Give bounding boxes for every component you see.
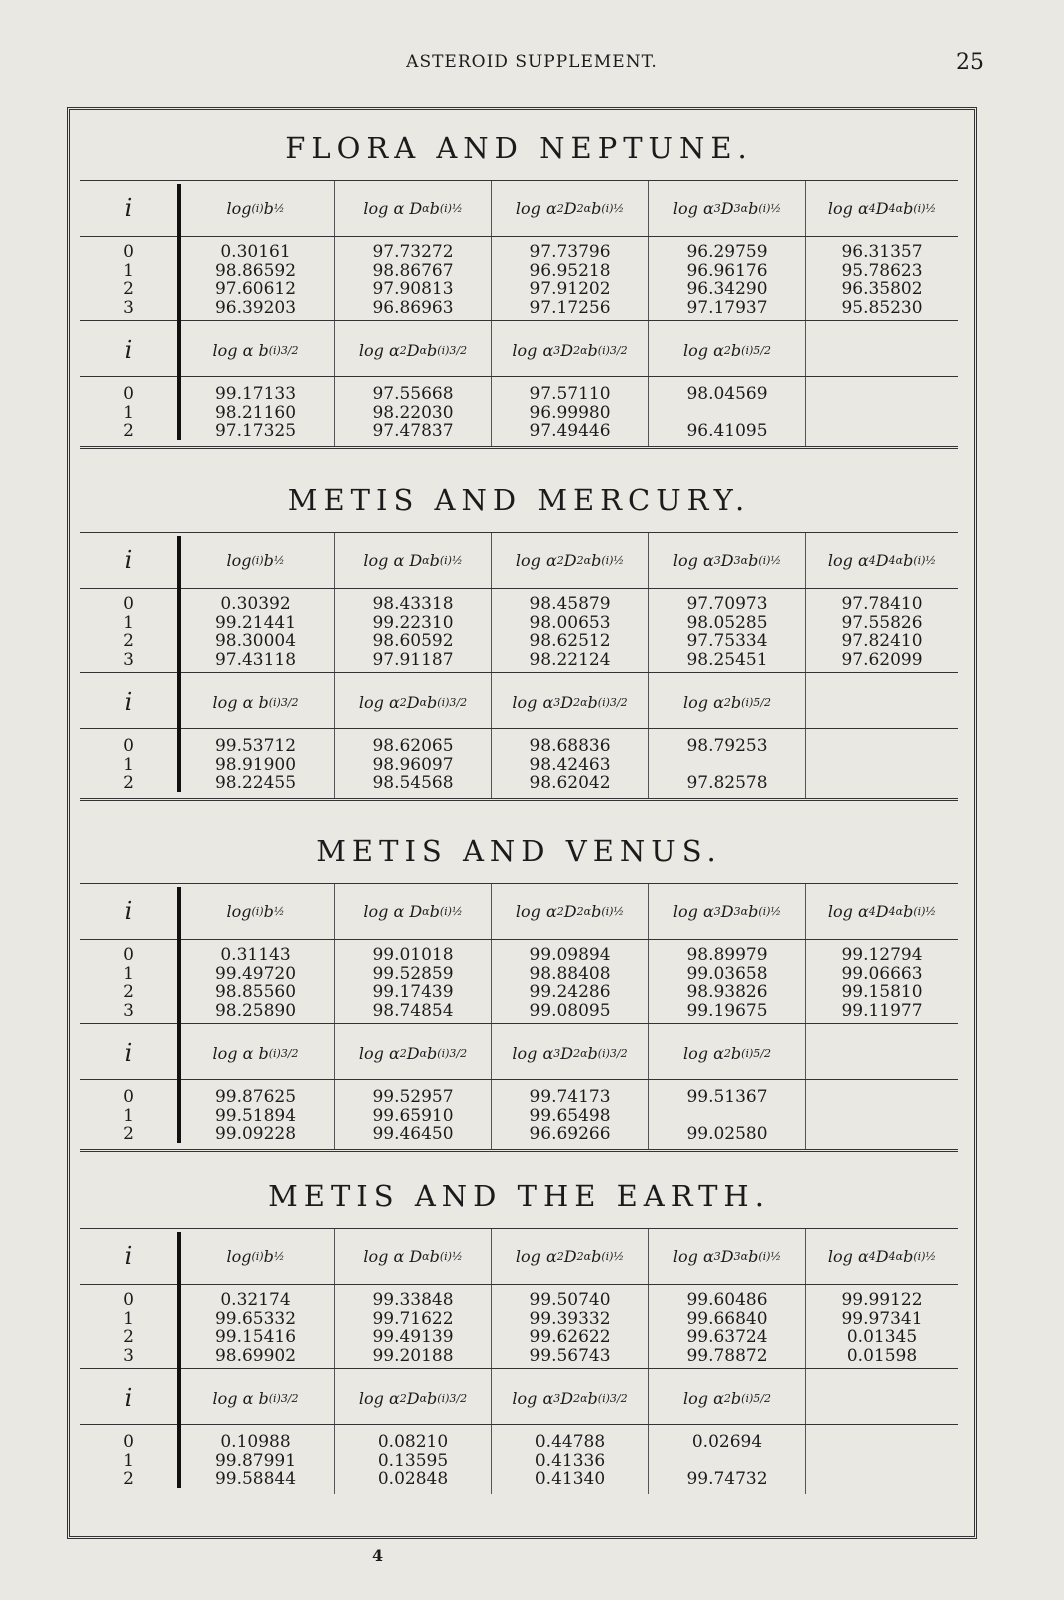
value-column: 98.68836 98.42463 98.62042 [491, 730, 648, 798]
index-values: 0 1 2 3 [123, 594, 134, 670]
column-header: log α 2 b (i) 5/2 [648, 322, 805, 378]
column-header: log α b (i) 3/2 [212, 1388, 299, 1408]
column-header: log α 3 D 2 α b (i) 3/2 [491, 322, 648, 378]
table-section [80, 468, 958, 801]
value-column: 98.79253 97.82578 [648, 730, 805, 798]
value-column: 97.73272 98.86767 97.90813 96.86963 [334, 236, 491, 322]
value-column: 99.52957 99.65910 99.46450 [334, 1081, 491, 1149]
value-column: 97.57110 96.99980 97.49446 [491, 378, 648, 446]
value-column: 0.08210 0.13595 0.02848 [334, 1426, 491, 1494]
column-header: log α 2 D 2 α b (i) ½ [491, 1228, 648, 1284]
value-column: 98.62065 98.96097 98.54568 [334, 730, 491, 798]
empty-cell [805, 1025, 958, 1081]
table-rule [80, 939, 958, 940]
column-header: log α b (i) 3/2 [212, 340, 299, 360]
index-divider [177, 184, 181, 440]
table-section [80, 1164, 958, 1494]
table-section [80, 819, 958, 1152]
signature-mark: 4 [372, 1546, 384, 1565]
column-header: log α 3 D 2 α b (i) 3/2 [491, 1025, 648, 1081]
column-header: log α 4 D 4 α b (i) ½ [805, 1228, 958, 1284]
table-rule [80, 728, 958, 729]
value-column: 0.31143 99.49720 98.85560 98.25890 [214, 945, 297, 1021]
value-column: 99.53712 98.91900 98.22455 [214, 736, 297, 793]
column-header: log α D α b (i) ½ [334, 1228, 491, 1284]
column-header: log (i) b ½ [226, 550, 285, 570]
value-column: 99.87625 99.51894 99.09228 [214, 1087, 297, 1144]
column-header: log (i) b ½ [226, 198, 285, 218]
column-header: log α D α b (i) ½ [334, 180, 491, 236]
data-table [80, 883, 958, 1149]
column-header: log α D α b (i) ½ [334, 532, 491, 588]
value-column: 99.50740 99.39332 99.62622 99.56743 [491, 1284, 648, 1370]
column-header: log (i) b ½ [226, 1246, 285, 1266]
value-column: 97.73796 96.95218 97.91202 97.17256 [491, 236, 648, 322]
table-rule [80, 1368, 958, 1369]
value-column: 98.89979 99.03658 98.93826 99.19675 [648, 939, 805, 1025]
value-column: 99.60486 99.66840 99.63724 99.78872 [648, 1284, 805, 1370]
index-column-header: i [124, 1384, 133, 1412]
column-header: log α 2 b (i) 5/2 [648, 1025, 805, 1081]
value-column: 98.45879 98.00653 98.62512 98.22124 [491, 588, 648, 674]
table-rule [80, 672, 958, 673]
column-header: log α 2 b (i) 5/2 [648, 674, 805, 730]
value-column: 99.17133 98.21160 97.17325 [214, 384, 297, 441]
index-values: 0 1 2 [123, 1087, 134, 1144]
value-column: 97.78410 97.55826 97.82410 97.62099 [805, 588, 958, 674]
table-rule [80, 1023, 958, 1024]
section-title: METIS AND THE EARTH. [268, 1179, 770, 1213]
index-column-header: i [124, 546, 133, 574]
value-column: 99.01018 99.52859 99.17439 98.74854 [334, 939, 491, 1025]
table-rule [80, 376, 958, 377]
column-header: log α 2 D 2 α b (i) ½ [491, 532, 648, 588]
value-column: 99.74173 99.65498 96.69266 [491, 1081, 648, 1149]
value-column: 0.02694 99.74732 [648, 1426, 805, 1494]
value-column: 99.12794 99.06663 99.15810 99.11977 [805, 939, 958, 1025]
table-rule [80, 320, 958, 321]
table-section [80, 116, 958, 449]
data-table [80, 180, 958, 446]
value-column: 99.99122 99.97341 0.01345 0.01598 [805, 1284, 958, 1370]
value-column: 98.04569 96.41095 [648, 378, 805, 446]
empty-cell [805, 1370, 958, 1426]
section-title: METIS AND MERCURY. [287, 483, 751, 517]
column-header: log α 4 D 4 α b (i) ½ [805, 883, 958, 939]
index-column-header: i [124, 1242, 133, 1270]
section-divider [80, 798, 958, 801]
value-column: 96.31357 95.78623 96.35802 95.85230 [805, 236, 958, 322]
index-divider [177, 887, 181, 1143]
column-header: log α 2 D 2 α b (i) ½ [491, 180, 648, 236]
page-number: 25 [956, 50, 984, 75]
section-title: METIS AND VENUS. [316, 834, 722, 868]
empty-cell [805, 378, 958, 446]
table-rule [80, 1284, 958, 1285]
section-divider [80, 1149, 958, 1152]
value-column: 97.55668 98.22030 97.47837 [334, 378, 491, 446]
index-values: 0 1 2 3 [123, 945, 134, 1021]
index-column-header: i [124, 688, 133, 716]
table-rule [80, 1424, 958, 1425]
column-header: log α 3 D 3 α b (i) ½ [648, 883, 805, 939]
running-title: ASTEROID SUPPLEMENT. [406, 52, 658, 72]
empty-cell [805, 1426, 958, 1494]
value-column: 99.51367 99.02580 [648, 1081, 805, 1149]
column-header: log α 2 D α b (i) 3/2 [334, 1025, 491, 1081]
column-header: log α 3 D 2 α b (i) 3/2 [491, 1370, 648, 1426]
column-header: log α 3 D 3 α b (i) ½ [648, 1228, 805, 1284]
index-divider [177, 536, 181, 792]
value-column: 99.09894 98.88408 99.24286 99.08095 [491, 939, 648, 1025]
column-header: log α 2 D α b (i) 3/2 [334, 1370, 491, 1426]
value-column: 99.33848 99.71622 99.49139 99.20188 [334, 1284, 491, 1370]
index-column-header: i [124, 897, 133, 925]
value-column: 0.44788 0.41336 0.41340 [491, 1426, 648, 1494]
value-column: 0.30392 99.21441 98.30004 97.43118 [214, 594, 297, 670]
column-header: log α b (i) 3/2 [212, 692, 299, 712]
column-header: log α 2 b (i) 5/2 [648, 1370, 805, 1426]
column-header: log α 2 D α b (i) 3/2 [334, 674, 491, 730]
column-header: log α 4 D 4 α b (i) ½ [805, 532, 958, 588]
table-rule [80, 883, 958, 884]
column-header: log α 3 D 3 α b (i) ½ [648, 180, 805, 236]
table-rule [80, 1079, 958, 1080]
column-header: log α 4 D 4 α b (i) ½ [805, 180, 958, 236]
column-header: log α 2 D 2 α b (i) ½ [491, 883, 648, 939]
index-column-header: i [124, 1039, 133, 1067]
column-header: log (i) b ½ [226, 901, 285, 921]
section-divider [80, 446, 958, 449]
table-frame [67, 107, 977, 1539]
value-column: 0.30161 98.86592 97.60612 96.39203 [214, 242, 297, 318]
index-values: 0 1 2 [123, 384, 134, 441]
empty-cell [805, 1081, 958, 1149]
table-rule [80, 1228, 958, 1229]
index-values: 0 1 2 [123, 1432, 134, 1489]
table-rule [80, 180, 958, 181]
empty-cell [805, 674, 958, 730]
empty-cell [805, 322, 958, 378]
data-table [80, 532, 958, 798]
value-column: 97.70973 98.05285 97.75334 98.25451 [648, 588, 805, 674]
column-header: log α 3 D 2 α b (i) 3/2 [491, 674, 648, 730]
data-table [80, 1228, 958, 1494]
value-column: 0.10988 99.87991 99.58844 [214, 1432, 297, 1489]
value-column: 96.29759 96.96176 96.34290 97.17937 [648, 236, 805, 322]
index-values: 0 1 2 3 [123, 242, 134, 318]
table-rule [80, 236, 958, 237]
table-rule [80, 532, 958, 533]
index-values: 0 1 2 [123, 736, 134, 793]
section-title: FLORA AND NEPTUNE. [285, 131, 753, 165]
index-divider [177, 1232, 181, 1488]
column-header: log α 3 D 3 α b (i) ½ [648, 532, 805, 588]
running-head [0, 52, 1064, 78]
column-header: log α b (i) 3/2 [212, 1043, 299, 1063]
table-rule [80, 588, 958, 589]
column-header: log α 2 D α b (i) 3/2 [334, 322, 491, 378]
column-header: log α D α b (i) ½ [334, 883, 491, 939]
index-column-header: i [124, 194, 133, 222]
index-values: 0 1 2 3 [123, 1290, 134, 1366]
empty-cell [805, 730, 958, 798]
value-column: 98.43318 99.22310 98.60592 97.91187 [334, 588, 491, 674]
value-column: 0.32174 99.65332 99.15416 98.69902 [214, 1290, 297, 1366]
index-column-header: i [124, 336, 133, 364]
